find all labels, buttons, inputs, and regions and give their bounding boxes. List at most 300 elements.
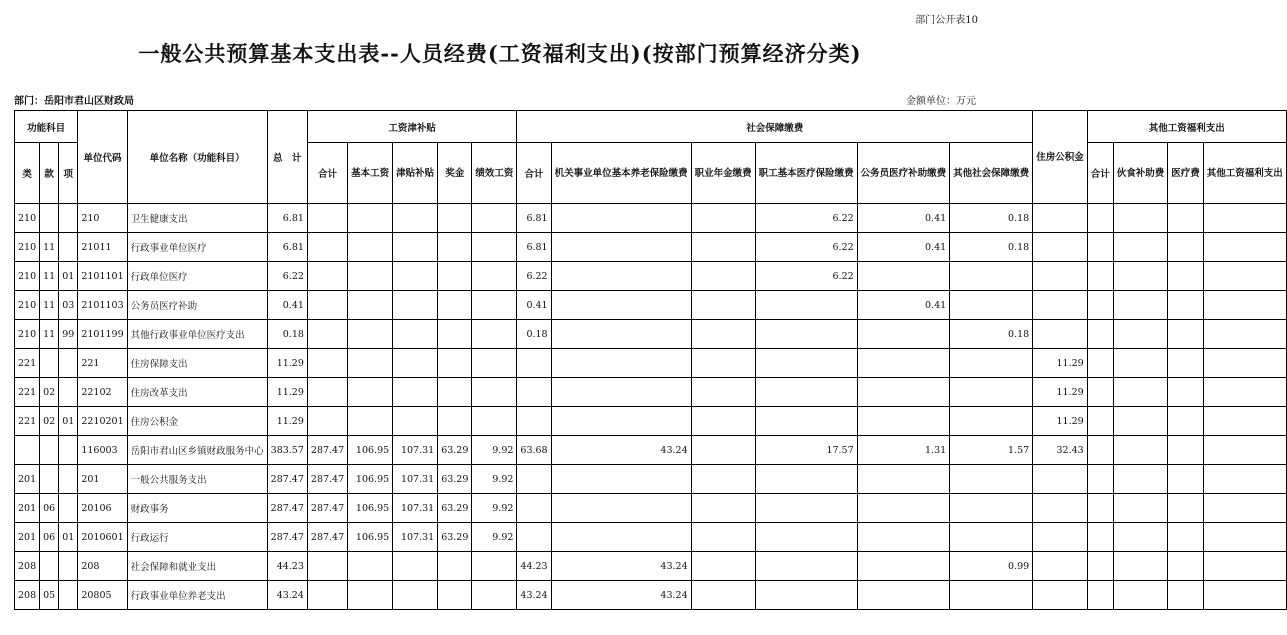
- cell-other-social: 0.99: [950, 552, 1033, 581]
- cell-kuan: 02: [40, 378, 59, 407]
- cell-xiang: [59, 494, 78, 523]
- cell-other-welfare: [1203, 320, 1286, 349]
- cell-basic-salary: 106.95: [348, 465, 393, 494]
- cell-total: 0.41: [267, 291, 307, 320]
- cell-meal: [1113, 436, 1168, 465]
- cell-total: 287.47: [267, 465, 307, 494]
- cell-lei: 210: [15, 204, 40, 233]
- cell-other-welfare: [1203, 465, 1286, 494]
- cell-unit-code: 221: [78, 349, 127, 378]
- cell-xiang: [59, 349, 78, 378]
- cell-medical: [755, 349, 857, 378]
- cell-annuity: [691, 523, 755, 552]
- cell-other-social: [950, 262, 1033, 291]
- cell-kuan: [40, 552, 59, 581]
- cell-meal: [1113, 407, 1168, 436]
- cell-housing-fund: [1033, 262, 1088, 291]
- cell-other-social: 0.18: [950, 233, 1033, 262]
- cell-bonus: [438, 552, 472, 581]
- cell-medical: [755, 465, 857, 494]
- table-row: [15, 204, 1287, 233]
- cell-medical-fee: [1168, 320, 1204, 349]
- cell-social-total: 44.23: [517, 552, 551, 581]
- cell-medical: [755, 320, 857, 349]
- cell-medical-fee: [1168, 465, 1204, 494]
- cell-housing-fund: 32.43: [1033, 436, 1088, 465]
- cell-other-welfare: [1203, 262, 1286, 291]
- cell-other-total: [1087, 465, 1113, 494]
- cell-xiang: 03: [59, 291, 78, 320]
- cell-pension: [551, 523, 691, 552]
- header-kuan: 款: [40, 143, 59, 204]
- cell-basic-salary: [348, 204, 393, 233]
- cell-annuity: [691, 320, 755, 349]
- cell-allowance: [393, 552, 438, 581]
- cell-salary-total: [307, 349, 347, 378]
- cell-salary-total: 287.47: [307, 465, 347, 494]
- cell-medical-fee: [1168, 291, 1204, 320]
- cell-bonus: 63.29: [438, 494, 472, 523]
- cell-civil-medical: [857, 494, 950, 523]
- cell-unit-code: 210: [78, 204, 127, 233]
- cell-other-total: [1087, 494, 1113, 523]
- cell-social-total: [517, 378, 551, 407]
- cell-meal: [1113, 465, 1168, 494]
- table-row: [15, 320, 1287, 349]
- header-total: 总 计: [267, 111, 307, 204]
- cell-salary-total: [307, 581, 347, 610]
- cell-housing-fund: 11.29: [1033, 349, 1088, 378]
- header-salary-group: 工资津补贴: [307, 111, 517, 143]
- cell-social-total: [517, 407, 551, 436]
- cell-pension: [551, 204, 691, 233]
- cell-medical: 6.22: [755, 204, 857, 233]
- cell-other-social: 1.57: [950, 436, 1033, 465]
- cell-salary-total: [307, 233, 347, 262]
- cell-other-welfare: [1203, 552, 1286, 581]
- cell-xiang: [59, 552, 78, 581]
- cell-bonus: 63.29: [438, 523, 472, 552]
- cell-salary-total: 287.47: [307, 436, 347, 465]
- cell-kuan: [40, 465, 59, 494]
- cell-unit-code: 2210201: [78, 407, 127, 436]
- cell-social-total: [517, 494, 551, 523]
- header-allowance: 津贴补贴: [393, 143, 438, 204]
- department-label: 部门：岳阳市君山区财政局: [14, 96, 134, 107]
- table-row: [15, 378, 1287, 407]
- cell-lei: 221: [15, 378, 40, 407]
- cell-lei: 221: [15, 349, 40, 378]
- cell-annuity: [691, 349, 755, 378]
- cell-unit-code: 20805: [78, 581, 127, 610]
- header-unit-name: 单位名称（功能科目）: [127, 111, 267, 204]
- header-salary-total: 合计: [307, 143, 347, 204]
- cell-civil-medical: 0.41: [857, 204, 950, 233]
- cell-pension: [551, 465, 691, 494]
- form-number: 部门公开表10: [915, 15, 978, 26]
- cell-unit-name: 住房公积金: [127, 407, 267, 436]
- amount-unit-label: 金额单位：万元: [906, 96, 976, 107]
- cell-unit-code: 116003: [78, 436, 127, 465]
- table-row: [15, 494, 1287, 523]
- cell-annuity: [691, 436, 755, 465]
- cell-pension: [551, 407, 691, 436]
- cell-xiang: 01: [59, 407, 78, 436]
- cell-civil-medical: [857, 581, 950, 610]
- cell-basic-salary: [348, 320, 393, 349]
- cell-bonus: [438, 378, 472, 407]
- cell-performance: [472, 378, 517, 407]
- cell-other-total: [1087, 233, 1113, 262]
- cell-meal: [1113, 291, 1168, 320]
- cell-allowance: [393, 378, 438, 407]
- cell-housing-fund: [1033, 552, 1088, 581]
- cell-performance: [472, 349, 517, 378]
- cell-xiang: 99: [59, 320, 78, 349]
- table-row: [15, 552, 1287, 581]
- cell-medical-fee: [1168, 494, 1204, 523]
- header-basic-salary: 基本工资: [348, 143, 393, 204]
- cell-other-welfare: [1203, 581, 1286, 610]
- cell-other-total: [1087, 291, 1113, 320]
- cell-bonus: [438, 204, 472, 233]
- table-row: [15, 291, 1287, 320]
- cell-medical-fee: [1168, 552, 1204, 581]
- cell-civil-medical: 0.41: [857, 291, 950, 320]
- cell-civil-medical: [857, 523, 950, 552]
- table-row: [15, 233, 1287, 262]
- cell-meal: [1113, 494, 1168, 523]
- cell-xiang: [59, 465, 78, 494]
- cell-kuan: 06: [40, 494, 59, 523]
- cell-unit-name: 一般公共服务支出: [127, 465, 267, 494]
- cell-basic-salary: 106.95: [348, 494, 393, 523]
- cell-medical-fee: [1168, 407, 1204, 436]
- cell-lei: 210: [15, 233, 40, 262]
- cell-unit-code: 201: [78, 465, 127, 494]
- cell-annuity: [691, 378, 755, 407]
- cell-bonus: 63.29: [438, 436, 472, 465]
- cell-xiang: 01: [59, 523, 78, 552]
- cell-kuan: 11: [40, 233, 59, 262]
- header-unit-code: 单位代码: [78, 111, 127, 204]
- cell-unit-code: 208: [78, 552, 127, 581]
- cell-other-welfare: [1203, 233, 1286, 262]
- cell-bonus: [438, 349, 472, 378]
- cell-xiang: 01: [59, 262, 78, 291]
- table-row: [15, 436, 1287, 465]
- cell-kuan: [40, 204, 59, 233]
- table-row: [15, 262, 1287, 291]
- cell-lei: 210: [15, 320, 40, 349]
- cell-xiang: [59, 436, 78, 465]
- header-civil-medical: 公务员医疗补助缴费: [857, 143, 950, 204]
- cell-bonus: 63.29: [438, 465, 472, 494]
- header-medical-fee: 医疗费: [1168, 143, 1204, 204]
- cell-annuity: [691, 204, 755, 233]
- cell-total: 11.29: [267, 407, 307, 436]
- cell-unit-code: 2101199: [78, 320, 127, 349]
- cell-salary-total: 287.47: [307, 523, 347, 552]
- cell-xiang: [59, 378, 78, 407]
- header-lei: 类: [15, 143, 40, 204]
- cell-meal: [1113, 552, 1168, 581]
- cell-annuity: [691, 262, 755, 291]
- cell-meal: [1113, 523, 1168, 552]
- cell-salary-total: [307, 378, 347, 407]
- cell-social-total: 43.24: [517, 581, 551, 610]
- cell-pension: [551, 262, 691, 291]
- cell-annuity: [691, 465, 755, 494]
- cell-annuity: [691, 581, 755, 610]
- cell-total: 287.47: [267, 523, 307, 552]
- cell-medical: 6.22: [755, 233, 857, 262]
- cell-medical: [755, 552, 857, 581]
- cell-other-welfare: [1203, 349, 1286, 378]
- cell-annuity: [691, 494, 755, 523]
- cell-unit-name: 卫生健康支出: [127, 204, 267, 233]
- cell-meal: [1113, 581, 1168, 610]
- header-other-total: 合计: [1087, 143, 1113, 204]
- cell-meal: [1113, 378, 1168, 407]
- cell-other-social: [950, 523, 1033, 552]
- table-row: [15, 523, 1287, 552]
- cell-civil-medical: 1.31: [857, 436, 950, 465]
- cell-total: 6.81: [267, 204, 307, 233]
- cell-other-social: [950, 349, 1033, 378]
- cell-basic-salary: 106.95: [348, 436, 393, 465]
- cell-civil-medical: [857, 378, 950, 407]
- cell-housing-fund: [1033, 523, 1088, 552]
- cell-basic-salary: [348, 552, 393, 581]
- cell-unit-code: 22102: [78, 378, 127, 407]
- cell-medical-fee: [1168, 436, 1204, 465]
- cell-medical-fee: [1168, 349, 1204, 378]
- cell-basic-salary: 106.95: [348, 523, 393, 552]
- cell-kuan: 02: [40, 407, 59, 436]
- cell-social-total: 63.68: [517, 436, 551, 465]
- cell-other-total: [1087, 204, 1113, 233]
- header-other-social: 其他社会保障缴费: [950, 143, 1033, 204]
- cell-performance: [472, 262, 517, 291]
- cell-performance: [472, 204, 517, 233]
- cell-basic-salary: [348, 262, 393, 291]
- header-xiang: 项: [59, 143, 78, 204]
- cell-civil-medical: [857, 465, 950, 494]
- cell-lei: 201: [15, 494, 40, 523]
- cell-unit-name: 行政事业单位医疗: [127, 233, 267, 262]
- cell-basic-salary: [348, 407, 393, 436]
- cell-housing-fund: [1033, 291, 1088, 320]
- cell-unit-code: 20106: [78, 494, 127, 523]
- header-performance: 绩效工资: [472, 143, 517, 204]
- cell-meal: [1113, 233, 1168, 262]
- cell-performance: 9.92: [472, 523, 517, 552]
- cell-housing-fund: [1033, 233, 1088, 262]
- table-row: [15, 407, 1287, 436]
- cell-lei: 208: [15, 552, 40, 581]
- cell-bonus: [438, 320, 472, 349]
- cell-medical: [755, 407, 857, 436]
- cell-performance: [472, 552, 517, 581]
- cell-basic-salary: [348, 581, 393, 610]
- cell-kuan: [40, 349, 59, 378]
- cell-other-social: [950, 465, 1033, 494]
- cell-bonus: [438, 581, 472, 610]
- header-other-welfare: 其他工资福利支出: [1203, 143, 1286, 204]
- cell-civil-medical: 0.41: [857, 233, 950, 262]
- header-housing-fund: 住房公积金: [1033, 111, 1088, 204]
- cell-meal: [1113, 320, 1168, 349]
- cell-other-total: [1087, 407, 1113, 436]
- cell-bonus: [438, 233, 472, 262]
- cell-social-total: 6.81: [517, 204, 551, 233]
- cell-meal: [1113, 349, 1168, 378]
- cell-pension: 43.24: [551, 581, 691, 610]
- cell-other-social: 0.18: [950, 320, 1033, 349]
- cell-lei: 201: [15, 523, 40, 552]
- cell-medical: [755, 494, 857, 523]
- cell-kuan: 11: [40, 262, 59, 291]
- cell-pension: 43.24: [551, 552, 691, 581]
- cell-lei: 201: [15, 465, 40, 494]
- cell-social-total: 6.22: [517, 262, 551, 291]
- cell-performance: [472, 291, 517, 320]
- cell-pension: [551, 291, 691, 320]
- cell-other-welfare: [1203, 407, 1286, 436]
- cell-civil-medical: [857, 407, 950, 436]
- cell-lei: 210: [15, 291, 40, 320]
- cell-civil-medical: [857, 320, 950, 349]
- cell-allowance: [393, 320, 438, 349]
- cell-kuan: 06: [40, 523, 59, 552]
- page-title: 一般公共预算基本支出表--人员经费(工资福利支出)(按部门预算经济分类): [138, 41, 862, 66]
- cell-social-total: 0.41: [517, 291, 551, 320]
- table-row: [15, 581, 1287, 610]
- cell-other-total: [1087, 320, 1113, 349]
- cell-lei: 221: [15, 407, 40, 436]
- cell-medical-fee: [1168, 262, 1204, 291]
- cell-medical-fee: [1168, 581, 1204, 610]
- cell-housing-fund: [1033, 494, 1088, 523]
- cell-other-social: [950, 291, 1033, 320]
- cell-salary-total: [307, 320, 347, 349]
- cell-other-social: 0.18: [950, 204, 1033, 233]
- cell-housing-fund: [1033, 204, 1088, 233]
- cell-medical: [755, 581, 857, 610]
- table-row: [15, 465, 1287, 494]
- cell-unit-code: 2101103: [78, 291, 127, 320]
- cell-allowance: [393, 262, 438, 291]
- cell-salary-total: [307, 262, 347, 291]
- header-social-group: 社会保障缴费: [517, 111, 1033, 143]
- cell-other-social: [950, 407, 1033, 436]
- header-func-subject: 功能科目: [15, 111, 78, 143]
- cell-basic-salary: [348, 349, 393, 378]
- cell-annuity: [691, 552, 755, 581]
- cell-performance: 9.92: [472, 436, 517, 465]
- cell-total: 6.81: [267, 233, 307, 262]
- cell-total: 6.22: [267, 262, 307, 291]
- cell-salary-total: [307, 204, 347, 233]
- cell-housing-fund: [1033, 465, 1088, 494]
- cell-lei: [15, 436, 40, 465]
- cell-kuan: 05: [40, 581, 59, 610]
- cell-pension: [551, 320, 691, 349]
- cell-allowance: 107.31: [393, 494, 438, 523]
- cell-housing-fund: 11.29: [1033, 378, 1088, 407]
- cell-lei: 208: [15, 581, 40, 610]
- cell-unit-name: 行政运行: [127, 523, 267, 552]
- cell-salary-total: 287.47: [307, 494, 347, 523]
- cell-social-total: 0.18: [517, 320, 551, 349]
- cell-annuity: [691, 407, 755, 436]
- cell-unit-name: 行政单位医疗: [127, 262, 267, 291]
- cell-salary-total: [307, 407, 347, 436]
- cell-other-total: [1087, 581, 1113, 610]
- cell-allowance: 107.31: [393, 436, 438, 465]
- cell-medical: [755, 523, 857, 552]
- cell-medical-fee: [1168, 523, 1204, 552]
- cell-xiang: [59, 581, 78, 610]
- cell-other-welfare: [1203, 378, 1286, 407]
- cell-lei: 210: [15, 262, 40, 291]
- cell-unit-code: 2010601: [78, 523, 127, 552]
- cell-unit-name: 行政事业单位养老支出: [127, 581, 267, 610]
- cell-pension: [551, 378, 691, 407]
- cell-unit-name: 社会保障和就业支出: [127, 552, 267, 581]
- cell-total: 44.23: [267, 552, 307, 581]
- cell-housing-fund: 11.29: [1033, 407, 1088, 436]
- cell-allowance: [393, 291, 438, 320]
- cell-salary-total: [307, 552, 347, 581]
- cell-medical-fee: [1168, 378, 1204, 407]
- cell-allowance: [393, 581, 438, 610]
- cell-basic-salary: [348, 378, 393, 407]
- cell-unit-name: 住房保障支出: [127, 349, 267, 378]
- cell-civil-medical: [857, 552, 950, 581]
- header-pension: 机关事业单位基本养老保险缴费: [551, 143, 691, 204]
- cell-performance: [472, 233, 517, 262]
- cell-performance: [472, 407, 517, 436]
- cell-bonus: [438, 407, 472, 436]
- cell-medical: [755, 378, 857, 407]
- cell-other-social: [950, 378, 1033, 407]
- cell-other-welfare: [1203, 291, 1286, 320]
- cell-other-welfare: [1203, 436, 1286, 465]
- cell-medical-fee: [1168, 204, 1204, 233]
- cell-kuan: 11: [40, 320, 59, 349]
- cell-total: 11.29: [267, 378, 307, 407]
- cell-allowance: [393, 204, 438, 233]
- cell-allowance: [393, 233, 438, 262]
- cell-performance: 9.92: [472, 494, 517, 523]
- cell-performance: [472, 581, 517, 610]
- cell-bonus: [438, 262, 472, 291]
- cell-allowance: 107.31: [393, 523, 438, 552]
- cell-total: 287.47: [267, 494, 307, 523]
- header-meal: 伙食补助费: [1113, 143, 1168, 204]
- cell-social-total: [517, 523, 551, 552]
- cell-bonus: [438, 291, 472, 320]
- cell-civil-medical: [857, 349, 950, 378]
- cell-xiang: [59, 204, 78, 233]
- cell-housing-fund: [1033, 320, 1088, 349]
- table-body: [15, 204, 1287, 610]
- cell-medical: 17.57: [755, 436, 857, 465]
- cell-pension: 43.24: [551, 436, 691, 465]
- cell-total: 0.18: [267, 320, 307, 349]
